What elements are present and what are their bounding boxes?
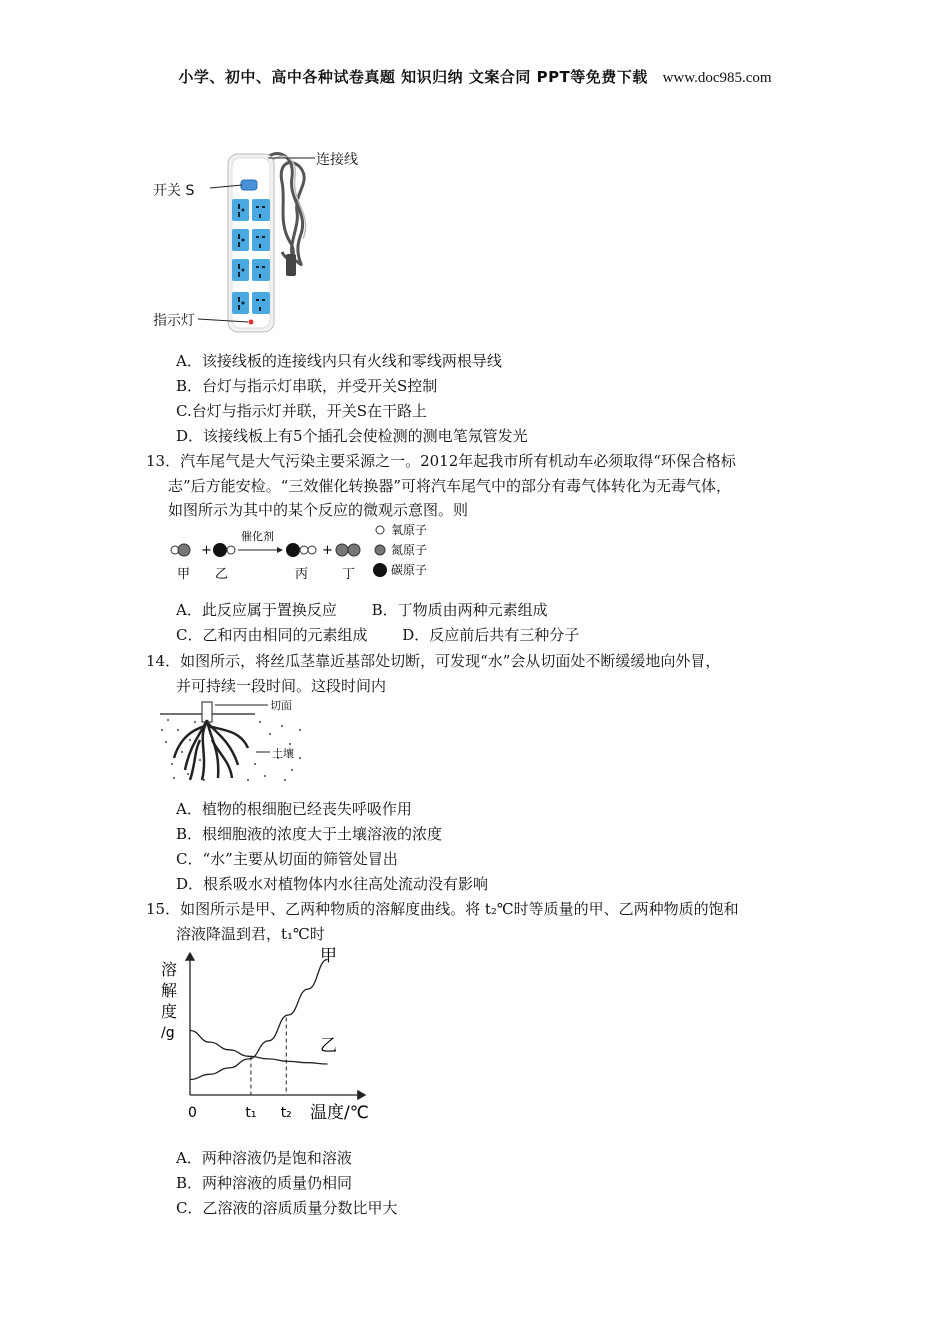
name-ding: 丁	[342, 567, 356, 582]
switch-label: 开关 S	[153, 183, 195, 199]
q13-stem-line-3: 如图所示为其中的某个反应的微观示意图。则	[168, 501, 469, 519]
series-jia-label: 甲	[320, 946, 337, 966]
legend-nitrogen: 氮原子	[391, 543, 428, 557]
q14-stem-line-1: 14．如图所示，将丝瓜茎靠近基部处切断，可发现“水”会从切面处不断缓缓地向外冒，	[146, 652, 721, 670]
solubility-chart	[150, 945, 390, 1130]
name-bing: 丙	[295, 567, 309, 582]
series-yi-line	[190, 1031, 328, 1065]
q14-stem-line-2: 并可持续一段时间。这段时间内	[176, 677, 387, 695]
q13-stem-line-1: 13．汽车尾气是大气污染主要采源之一。2012年起我市所有机动车必须取得“环保合格标	[146, 452, 736, 470]
ylabel-char-2: 解	[161, 981, 178, 1000]
ylabel-char-1: 溶	[161, 960, 178, 979]
xlabel: 温度/℃	[310, 1103, 369, 1123]
q15-stem-line-2: 溶液降温到君，t₁℃时	[176, 925, 325, 943]
header-text: 小学、初中、高中各种试卷真题 知识归纳 文案合同 PPT等免费下载	[178, 68, 648, 86]
cable-label: 连接线	[316, 152, 358, 168]
ylabel-char-4: /g	[161, 1025, 175, 1041]
q12-option-b: B．台灯与指示灯串联，并受开关S控制	[176, 377, 438, 395]
origin-label: 0	[188, 1105, 197, 1121]
tick-label-t2: t₂	[280, 1105, 292, 1121]
q15-option-a: A．两种溶液仍是饱和溶液	[176, 1149, 352, 1167]
reaction-diagram	[165, 520, 465, 585]
ylabel-char-3: 度	[161, 1002, 178, 1021]
soil-label: 土壤	[272, 747, 294, 760]
page-header	[0, 66, 950, 87]
q14-option-b: B．根细胞液的浓度大于土壤溶液的浓度	[176, 825, 443, 843]
q15-option-b: B．两种溶液的质量仍相同	[176, 1174, 353, 1192]
header-url[interactable]: www.doc985.com	[662, 70, 772, 86]
q12-option-a: A．该接线板的连接线内只有火线和零线两根导线	[176, 352, 502, 370]
cut-label: 切面	[270, 699, 292, 712]
q13-options-row-2: C．乙和丙由相同的元素组成 D．反应前后共有三种分子	[176, 626, 580, 644]
q12-option-c: C.台灯与指示灯并联，开关S在干路上	[176, 402, 427, 420]
q13-options-row-1: A．此反应属于置换反应 B．丁物质由两种元素组成	[176, 601, 548, 619]
name-yi: 乙	[215, 567, 229, 582]
q15-stem-line-1: 15．如图所示是甲、乙两种物质的溶解度曲线。将 t₂℃时等质量的甲、乙两种物质的饱和	[146, 900, 739, 918]
power-strip-figure	[150, 142, 380, 337]
q14-option-a: A．植物的根细胞已经丧失呼吸作用	[176, 800, 412, 818]
q14-option-c: C．“水”主要从切面的筛管处冒出	[176, 850, 398, 868]
name-jia: 甲	[177, 567, 191, 582]
legend-carbon: 碳原子	[391, 563, 428, 577]
series-jia-line	[190, 960, 328, 1080]
q12-option-d: D．该接线板上有5个插孔会使检测的测电笔氖管发光	[176, 427, 528, 445]
series-yi-label: 乙	[320, 1036, 337, 1056]
q14-option-d: D．根系吸水对植物体内水往高处流动没有影响	[176, 875, 489, 893]
tick-label-t1: t₁	[245, 1105, 257, 1121]
legend-oxygen: 氧原子	[391, 523, 428, 537]
q15-option-c: C．乙溶液的溶质质量分数比甲大	[176, 1199, 398, 1217]
indicator-label: 指示灯	[153, 313, 195, 329]
q13-stem-line-2: 志”后方能安检。“三效催化转换器”可将汽车尾气中的部分有毒气体转化为无毒气体，	[168, 477, 732, 495]
catalyst-label: 催化剂	[241, 530, 274, 543]
plus-sign-2: +	[322, 543, 333, 558]
plus-sign-1: +	[201, 543, 212, 558]
